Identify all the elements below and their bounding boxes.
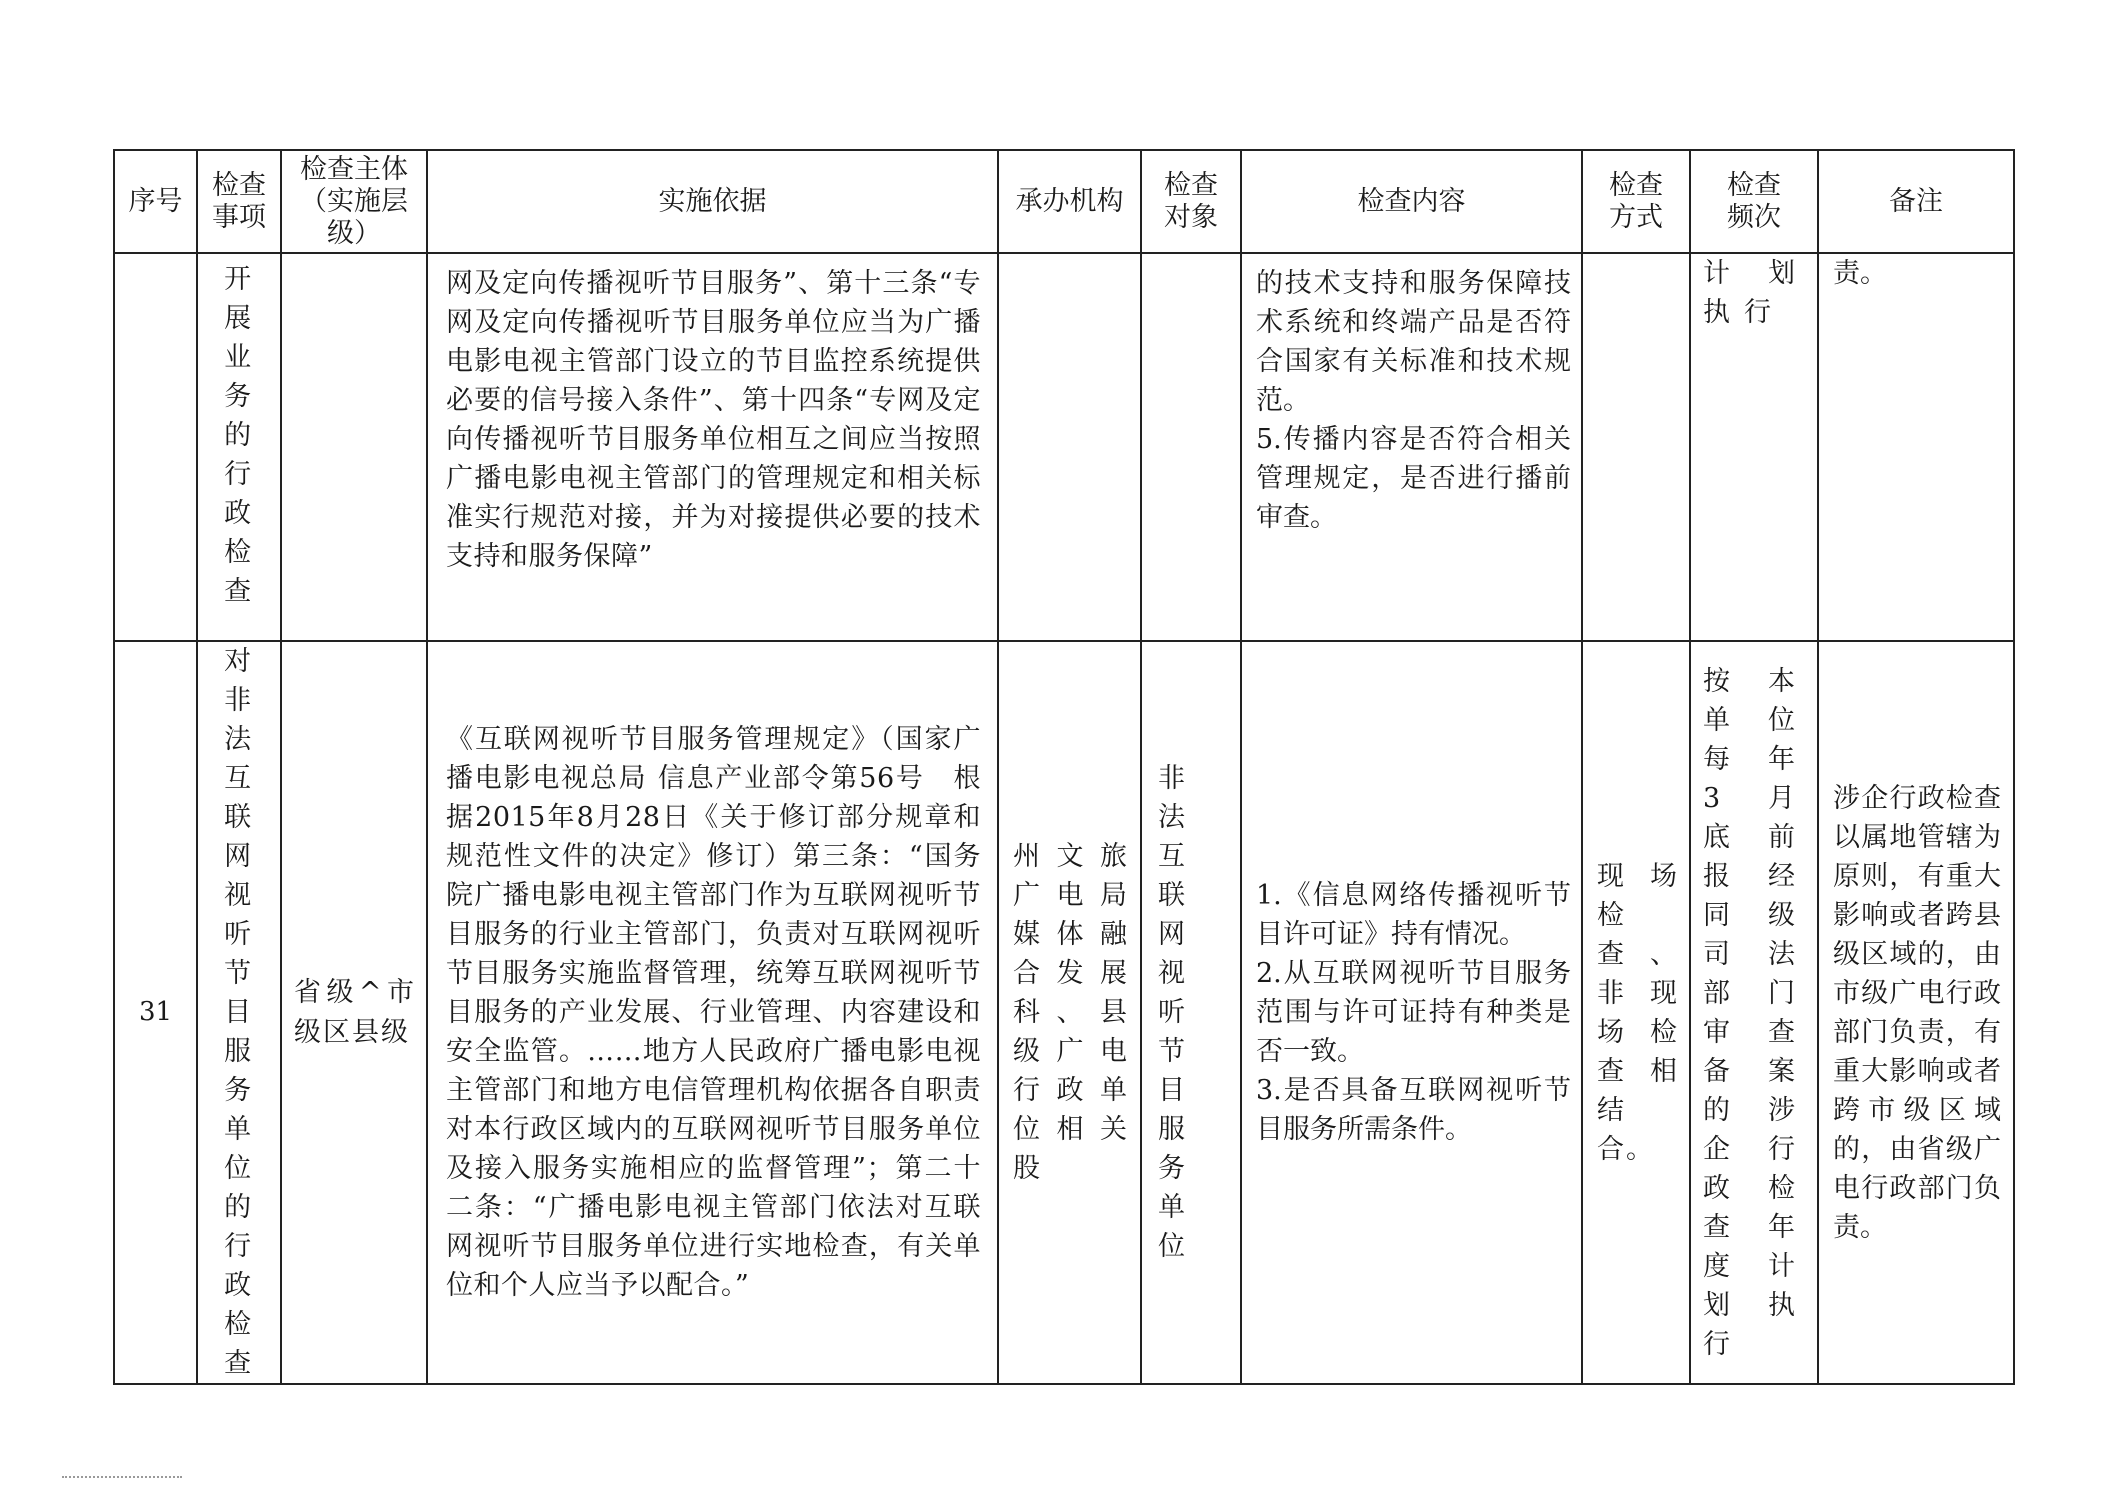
header-content: 检查内容 (1241, 150, 1582, 253)
row-method: 现场检查、非现场检查相结合。 (1582, 641, 1690, 1384)
row-note: 涉企行政检查以属地管辖为原则，有重大影响或者跨县级区域的，由市级广电行政部门负责，有重大影响或者跨市级区域的，由省级广电行政部门负责。 (1818, 641, 2014, 1384)
row-note: 责。 (1818, 253, 2014, 641)
content-line: 的技术支持和服务保障技术系统和终端产品是否符合国家有关标准和技术规范。 (1256, 268, 1571, 416)
header-note: 备注 (1818, 150, 2014, 253)
row-method (1582, 253, 1690, 641)
row-item: 开展业务的行政检查 (197, 253, 281, 641)
row-org: 州文旅广电局媒体融合发展科、县级广电行政单位相关股 (998, 641, 1141, 1384)
row-object (1141, 253, 1241, 641)
row-subject: 省级^市级区县级 (281, 641, 427, 1384)
table-row (114, 253, 2014, 641)
row-object: 非法互联网视听节目服务单位 (1141, 641, 1241, 1384)
content-line: 5.传播内容是否符合相关管理规定，是否进行播前审查。 (1256, 424, 1571, 533)
header-org: 承办机构 (998, 150, 1141, 253)
row-content (1241, 253, 1582, 641)
row-item: 对非法互联网视听节目服务单位的行政检查 (197, 641, 281, 1384)
inspection-table (113, 149, 2015, 1385)
row-frequency: 计划执行 (1690, 253, 1818, 641)
content-line: 3.是否具备互联网视听节目服务所需条件。 (1256, 1075, 1571, 1145)
table-row (114, 641, 2014, 1384)
scan-artifact (62, 1476, 182, 1480)
row-seq (114, 253, 197, 641)
row-basis: 《互联网视听节目服务管理规定》（国家广播电影电视总局 信息产业部令第56号 根据2015年8月28日《关于修订部分规章和规范性文件的决定》修订）第三条：“国务院广播电影电视主管部门作为互联网视听节目服务的行业主管部门，负责对互联网视听节目服务实施监督管理，统筹互联网视听节目服务的产业发展、行业管理、内容建设和安全监管。……地方人民政府广播电影电视主管部门和地方电信管理机构依据各自职责对本行政区域内的互联网视听节目服务单位及接入服务实施相应的监督管理”；第二十二条：“广播电影电视主管部门依法对互联网视听节目服务单位进行实地检查，有关单位和个人应当予以配合。” (427, 641, 998, 1384)
header-row (114, 150, 2014, 253)
header-object: 检查对象 (1141, 150, 1241, 253)
row-seq: 31 (114, 641, 197, 1384)
header-method: 检查方式 (1582, 150, 1690, 253)
row-frequency: 按本单位每年3月底前报经同级司法部门审查备案的涉企行政检查年度计划执行 (1690, 641, 1818, 1384)
header-item: 检查事项 (197, 150, 281, 253)
row-content (1241, 641, 1582, 1384)
header-subject: 检查主体（实施层级） (281, 150, 427, 253)
content-line: 2.从互联网视听节目服务范围与许可证持有种类是否一致。 (1256, 958, 1571, 1067)
row-basis: 网及定向传播视听节目服务”、第十三条“专网及定向传播视听节目服务单位应当为广播电影电视主管部门设立的节目监控系统提供必要的信号接入条件”、第十四条“专网及定向传播视听节目服务单位相互之间应当按照广播电影电视主管部门的管理规定和相关标准实行规范对接，并为对接提供必要的技术支持和服务保障” (427, 253, 998, 641)
header-seq: 序号 (114, 150, 197, 253)
header-basis: 实施依据 (427, 150, 998, 253)
row-org (998, 253, 1141, 641)
header-frequency: 检查频次 (1690, 150, 1818, 253)
content-line: 1.《信息网络传播视听节目许可证》持有情况。 (1256, 880, 1571, 950)
row-subject (281, 253, 427, 641)
